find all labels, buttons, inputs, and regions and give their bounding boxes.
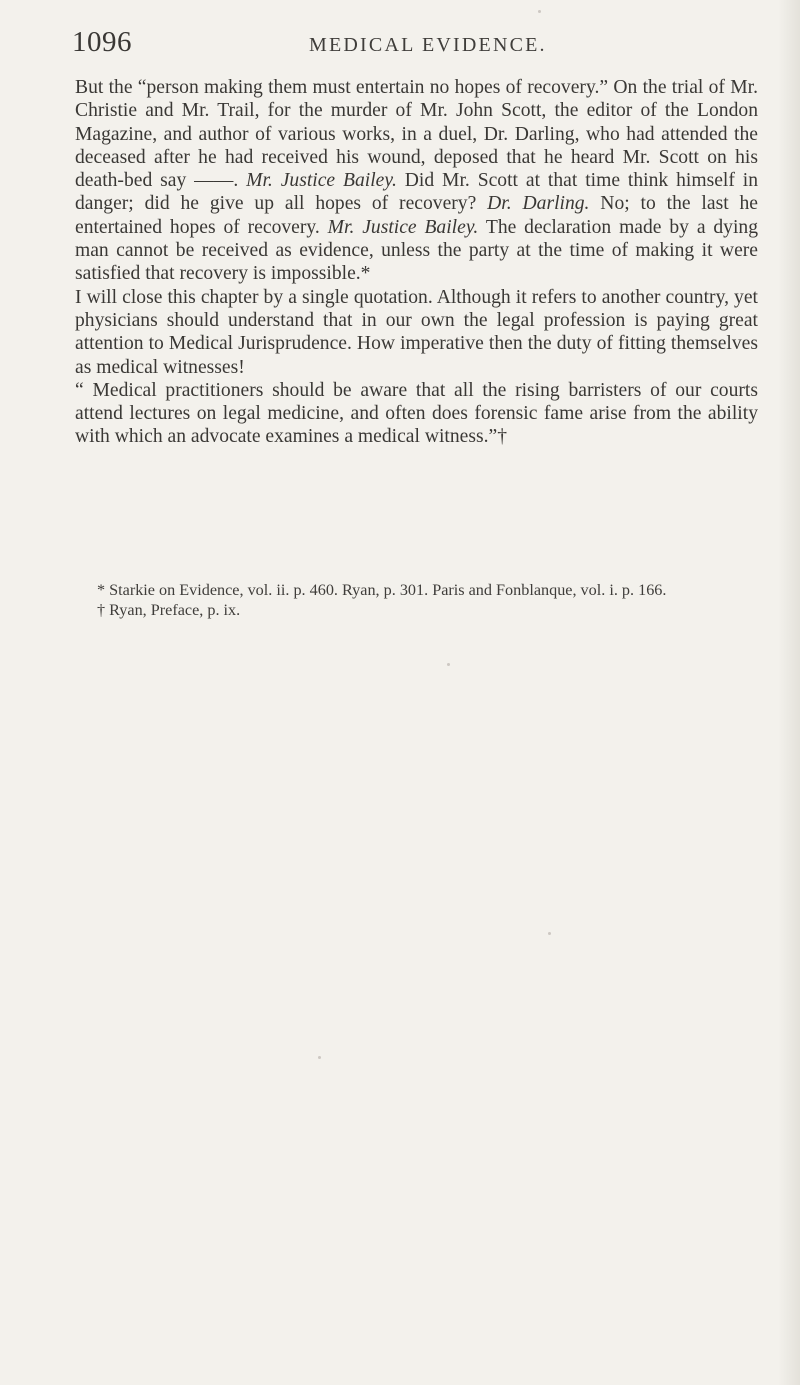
paper-speck	[538, 10, 541, 13]
paragraph-2: I will close this chapter by a single quotation. Although it refers to another country, yet physicians should understand that in our own the legal profession is paying great attention to Medical Jurisprudence. How imperative then the duty of fitting themselves as medical witnesses!	[75, 286, 758, 378]
footnote-asterisk: * Starkie on Evidence, vol. ii. p. 460. Ryan, p. 301. Paris and Fonblanque, vol. i. p. 166.	[97, 581, 667, 599]
paragraph-1-part-d: The declaration made by a dying man cannot be received as evidence, unless the party at the time of making it were satisfied that recovery is impossible.*	[75, 216, 759, 285]
footnotes	[75, 581, 758, 620]
speaker-justice-bailey-1: Mr. Justice Bailey.	[246, 170, 397, 192]
paper-speck	[318, 1056, 321, 1059]
paragraph-1	[75, 76, 758, 286]
page-edge-shadow	[778, 0, 800, 1385]
paragraph-1-part-a: But the “person making them must entertain no hopes of recovery.” On the trial of Mr. Christie and Mr. Trail, for the murder of Mr. John Scott, the editor of the London Magazine, and author of various works, in a duel, Dr. Darling, who had attended the deceased after he had received his wound, deposed that he heard Mr. Scott on his death-bed say ——.	[75, 77, 758, 192]
paragraph-1-part-c: No; to the last he entertained hopes of recovery.	[75, 193, 758, 238]
page-number: 1096	[72, 26, 132, 58]
paragraph-3-quotation: “ Medical practitioners should be aware that all the rising barristers of our courts attend lectures on legal medicine, and often does forensic fame arise from the ability with which an advocate examines a medical witness.”†	[75, 379, 758, 448]
page-header	[72, 26, 762, 66]
paper-speck	[447, 663, 450, 666]
speaker-justice-bailey-2: Mr. Justice Bailey.	[327, 216, 479, 238]
paragraph-1-part-b: Did Mr. Scott at that time think himself in danger; did he give up all hopes of recovery?	[75, 170, 759, 215]
running-head: MEDICAL EVIDENCE.	[309, 34, 547, 56]
main-text	[75, 76, 758, 449]
paper-speck	[548, 932, 551, 935]
footnote-dagger: † Ryan, Preface, p. ix.	[97, 600, 241, 619]
speaker-dr-darling: Dr. Darling.	[487, 193, 590, 215]
